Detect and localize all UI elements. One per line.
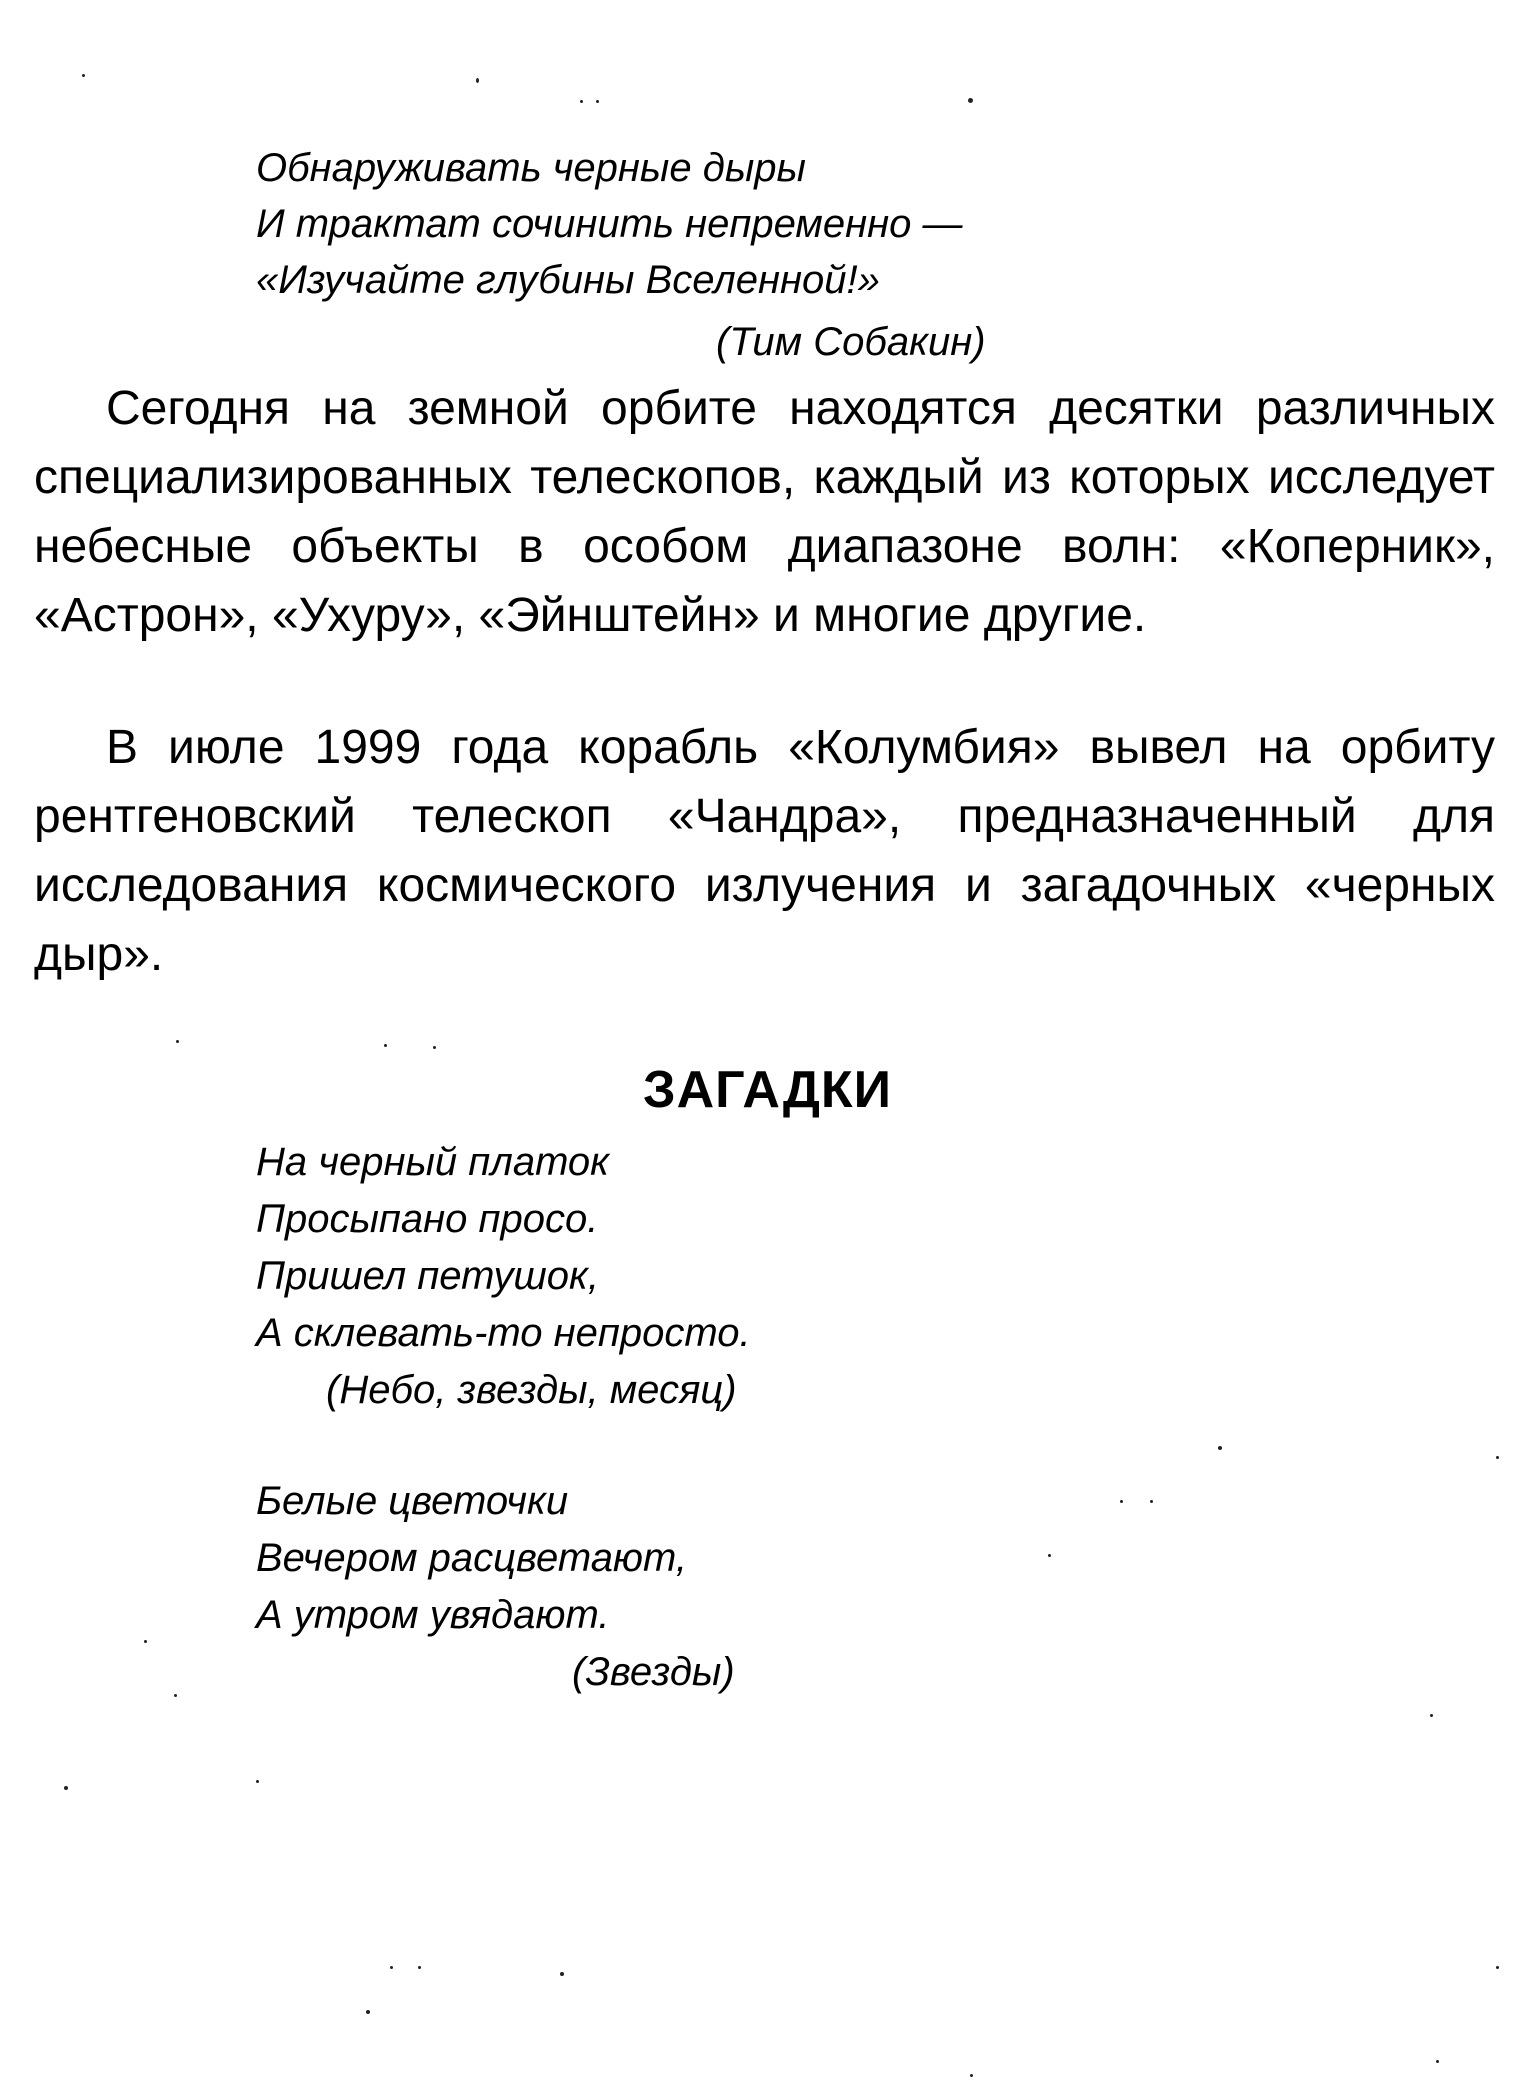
epigraph-line: «Изучайте глубины Вселенной!» [256, 258, 880, 302]
scan-speck [256, 1780, 259, 1783]
paragraph-chandra [34, 713, 1495, 989]
scan-speck [64, 1786, 68, 1790]
riddle-line: А склевать-то непросто. [256, 1311, 751, 1355]
scan-speck [1048, 1554, 1051, 1557]
scan-speck [1436, 2060, 1439, 2063]
paragraph-telescopes [34, 374, 1495, 650]
scan-speck [476, 78, 479, 83]
scan-speck [418, 1966, 421, 1969]
scan-speck [366, 2010, 370, 2014]
riddle-line: Белые цветочки [256, 1479, 569, 1523]
scan-speck [384, 1044, 387, 1047]
scan-speck [174, 1694, 177, 1697]
scan-speck [970, 2074, 973, 2077]
scan-speck [390, 1966, 393, 1969]
epigraph-author: (Тим Собакин) [716, 320, 986, 364]
epigraph-poem [256, 140, 1156, 364]
scan-speck [1218, 1446, 1222, 1450]
scan-speck [580, 100, 583, 103]
scan-speck [144, 1640, 147, 1643]
scan-speck [1496, 1966, 1499, 1969]
scan-speck [1496, 1456, 1499, 1459]
riddle-line: А утром увядают. [256, 1593, 610, 1637]
paragraph-text: В июле 1999 года корабль «Колумбия» вывел на орбиту рентгеновский телескоп «Чандра», предназначенный для исследования космического излучения и загадочных «черных дыр». [34, 721, 1495, 981]
riddle-sky [256, 1134, 1156, 1419]
section-heading [0, 1060, 1525, 1120]
scan-speck [968, 98, 973, 103]
scan-speck [1150, 1500, 1153, 1503]
paragraph-text: Сегодня на земной орбите находятся десятки различных специализированных телескопов, каждый из которых исследует небесные объекты в особом диапазоне волн: «Коперник», «Астрон», «Ухуру», «Эйнштейн» и многие другие. [34, 382, 1495, 642]
scan-speck [433, 1046, 436, 1049]
riddle-line: Пришел петушок, [256, 1254, 599, 1298]
scan-speck [176, 1040, 179, 1043]
epigraph-line: Обнаруживать черные дыры [256, 146, 806, 190]
riddle-answer: (Небо, звезды, месяц) [326, 1368, 737, 1412]
epigraph-line: И трактат сочинить непременно — [256, 202, 963, 246]
riddle-answer: (Звезды) [572, 1650, 735, 1694]
riddle-line: Просыпано просо. [256, 1197, 599, 1241]
scan-speck [596, 100, 599, 103]
riddle-line: Вечером расцветают, [256, 1536, 687, 1580]
riddle-line: На черный платок [256, 1140, 610, 1184]
riddle-stars [256, 1473, 1156, 1701]
section-title: ЗАГАДКИ [643, 1061, 892, 1119]
scan-speck [1430, 1714, 1433, 1717]
scan-speck [82, 74, 85, 77]
scan-speck [560, 1972, 564, 1976]
scan-speck [1120, 1500, 1123, 1503]
